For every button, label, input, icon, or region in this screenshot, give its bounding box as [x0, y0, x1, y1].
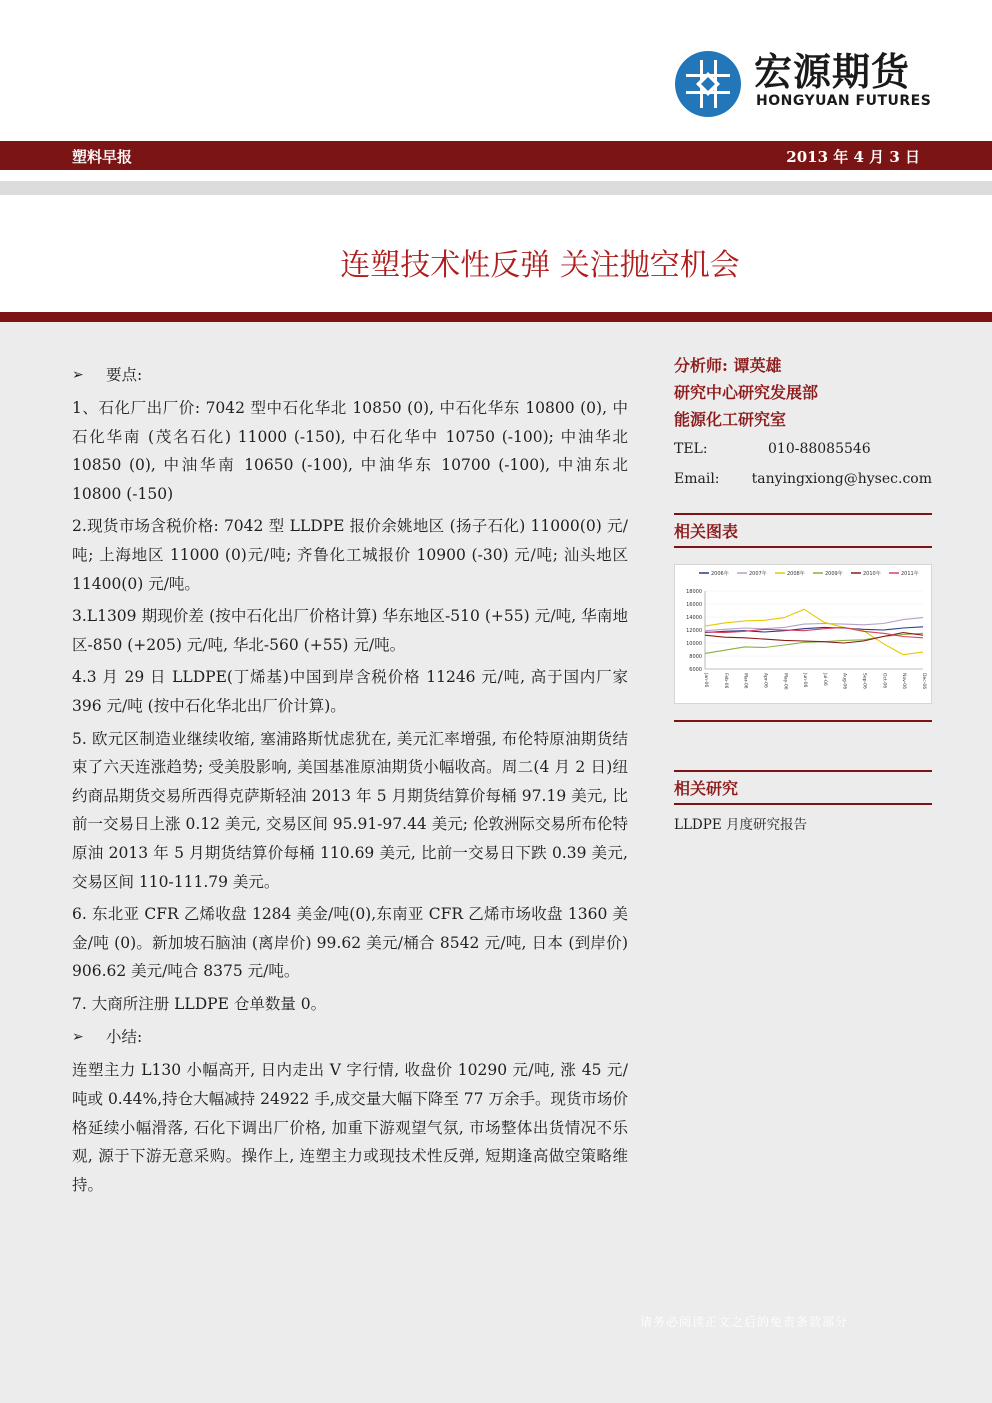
key-point-1: 1、石化厂出厂价: 7042 型中石化华北 10850 (0), 中石化华东 10800 (0), 中石化华南 (茂名石化) 11000 (-150), 中石化华中 10750 (-100); 中油华北 10850 (0), 中油华南 10650 (-100), 中油华东 10700 (-100), 中油东北 10800 (-150): [72, 399, 628, 503]
key-point-3: 3.L1309 期现价差 (按中石化出厂价格计算) 华东地区-510 (+55) 元/吨, 华南地区-850 (+205) 元/吨, 华北-560 (+55) 元/吨。: [72, 607, 628, 654]
title-rule: [0, 312, 992, 322]
analyst-name: 分析师: 谭英雄: [674, 356, 782, 375]
legend-label: 2009年: [825, 571, 843, 577]
y-tick-label: 14000: [686, 615, 702, 621]
main-content: [72, 360, 628, 1203]
report-type: 塑料早报: [72, 148, 133, 166]
legend-label: 2006年: [711, 571, 729, 577]
legend-label: 2011年: [901, 571, 919, 577]
sidebar: [674, 352, 932, 833]
x-tick-label: Jul-06: [821, 673, 827, 686]
legend-label: 2010年: [863, 571, 881, 577]
key-point-4: 4.3 月 29 日 LLDPE(丁烯基)中国到岸含税价格 11246 元/吨, 高于国内厂家 396 元/吨 (按中石化华北出厂价计算)。: [72, 668, 628, 715]
x-tick-label: May-06: [782, 673, 788, 690]
y-tick-label: 8000: [689, 654, 702, 660]
x-tick-label: Sep-06: [861, 673, 867, 689]
related-research-heading: [674, 770, 932, 805]
arrow-bullet-icon: ➢: [72, 1029, 84, 1046]
key-point-6: 6. 东北亚 CFR 乙烯收盘 1284 美金/吨(0),东南亚 CFR 乙烯市场收盘 1360 美金/吨 (0)。新加坡石脑油 (离岸价) 99.62 美元/桶合 8542 元/吨, 日本 (到岸价) 906.62 美元/吨合 8375 元/吨。: [72, 905, 628, 981]
x-tick-label: Oct-06: [881, 673, 887, 689]
email-label: Email:: [674, 471, 720, 487]
hongyuan-logo-icon: [674, 50, 742, 118]
x-tick-label: Jan-06: [703, 673, 708, 688]
brand-name-cn: 宏源期货: [754, 50, 911, 94]
brand-name-en: HONGYUAN FUTURES: [756, 93, 932, 109]
series-line: [705, 633, 923, 653]
x-tick-label: Apr-06: [762, 673, 768, 688]
x-tick-label: Feb-06: [722, 673, 728, 689]
x-tick-label: Nov-06: [901, 673, 907, 690]
key-point-2: 2.现货市场含税价格: 7042 型 LLDPE 报价余姚地区 (扬子石化) 11000(0) 元/吨; 上海地区 11000 (0)元/吨; 齐鲁化工城报价 10900 (-30) 元/吨; 汕头地区 11400(0) 元/吨。: [72, 517, 628, 593]
y-tick-label: 10000: [686, 641, 702, 647]
email-value[interactable]: tanyingxiong@hysec.com: [751, 471, 932, 487]
related-chart-label: 相关图表: [674, 522, 739, 541]
series-line: [705, 618, 923, 631]
related-research-label: 相关研究: [674, 779, 739, 798]
x-tick-label: Mar-06: [742, 673, 748, 689]
y-tick-label: 18000: [686, 589, 702, 595]
report-date: 2013 年 4 月 3 日: [786, 148, 920, 166]
key-point-5: 5. 欧元区制造业继续收缩, 塞浦路斯忧虑犹在, 美元汇率增强, 布伦特原油期货结束了六天连涨趋势; 受美股影响, 美国基准原油期货小幅收高。周二(4 月 2 日)纽约商品期货交易所西得克萨斯轻油 2013 年 5 月期货结算价每桶 97.19 美元, 比前一交易日上涨 0.12 美元, 交易区间 95.91-97.44 美元; 伦敦洲际交易所布伦特原油 2013 年 5 月期货结算价每桶 110.69 美元, 比前一交易日下跌 0.39 美元, 交易区间 110-111.79 美元。: [72, 729, 628, 891]
x-tick-label: Aug-06: [841, 673, 847, 690]
legend-label: 2007年: [749, 571, 767, 577]
y-tick-label: 6000: [689, 667, 702, 673]
email-row: [674, 465, 932, 493]
tel-label: TEL:: [674, 441, 708, 457]
x-tick-label: Dec-06: [921, 673, 926, 690]
y-tick-label: 16000: [686, 602, 702, 608]
tel-row: [674, 435, 932, 463]
key-points-heading: [72, 360, 628, 390]
price-chart: [674, 564, 932, 704]
price-chart-svg: [675, 565, 931, 703]
key-points-label: 要点:: [106, 365, 143, 384]
summary-label: 小结:: [106, 1028, 143, 1047]
analyst-dept: 研究中心研究发展部: [674, 383, 819, 402]
page-title: 连塑技术性反弹 关注抛空机会: [340, 248, 740, 283]
related-research-item[interactable]: LLDPE 月度研究报告: [674, 817, 807, 833]
legend-label: 2008年: [787, 571, 805, 577]
x-tick-label: Jun-06: [802, 673, 808, 688]
gray-divider: [0, 181, 992, 195]
chart-rule: [674, 720, 932, 722]
y-tick-label: 12000: [686, 628, 702, 634]
summary-text: 连塑主力 L130 小幅高开, 日内走出 V 字行情, 收盘价 10290 元/吨, 涨 45 元/吨或 0.44%,持仓大幅减持 24922 手,成交量大幅下降至 77 万余手。现货市场价格延续小幅滑落, 石化下调出厂价格, 加重下游观望气氛, 市场整体出货情况不乐观, 源于下游无意采购。操作上, 连塑主力或现技术性反弹, 短期逢高做空策略维持。: [72, 1061, 628, 1194]
arrow-bullet-icon: ➢: [72, 366, 84, 383]
analyst-office: 能源化工研究室: [674, 410, 787, 429]
summary-heading: [72, 1022, 628, 1052]
tel-value: 010-88085546: [768, 441, 871, 457]
related-chart-heading: [674, 513, 932, 548]
disclaimer-note: 请务必阅读正文之后的免责条款部分: [640, 1315, 849, 1329]
key-point-7: 7. 大商所注册 LLDPE 仓单数量 0。: [72, 994, 327, 1013]
